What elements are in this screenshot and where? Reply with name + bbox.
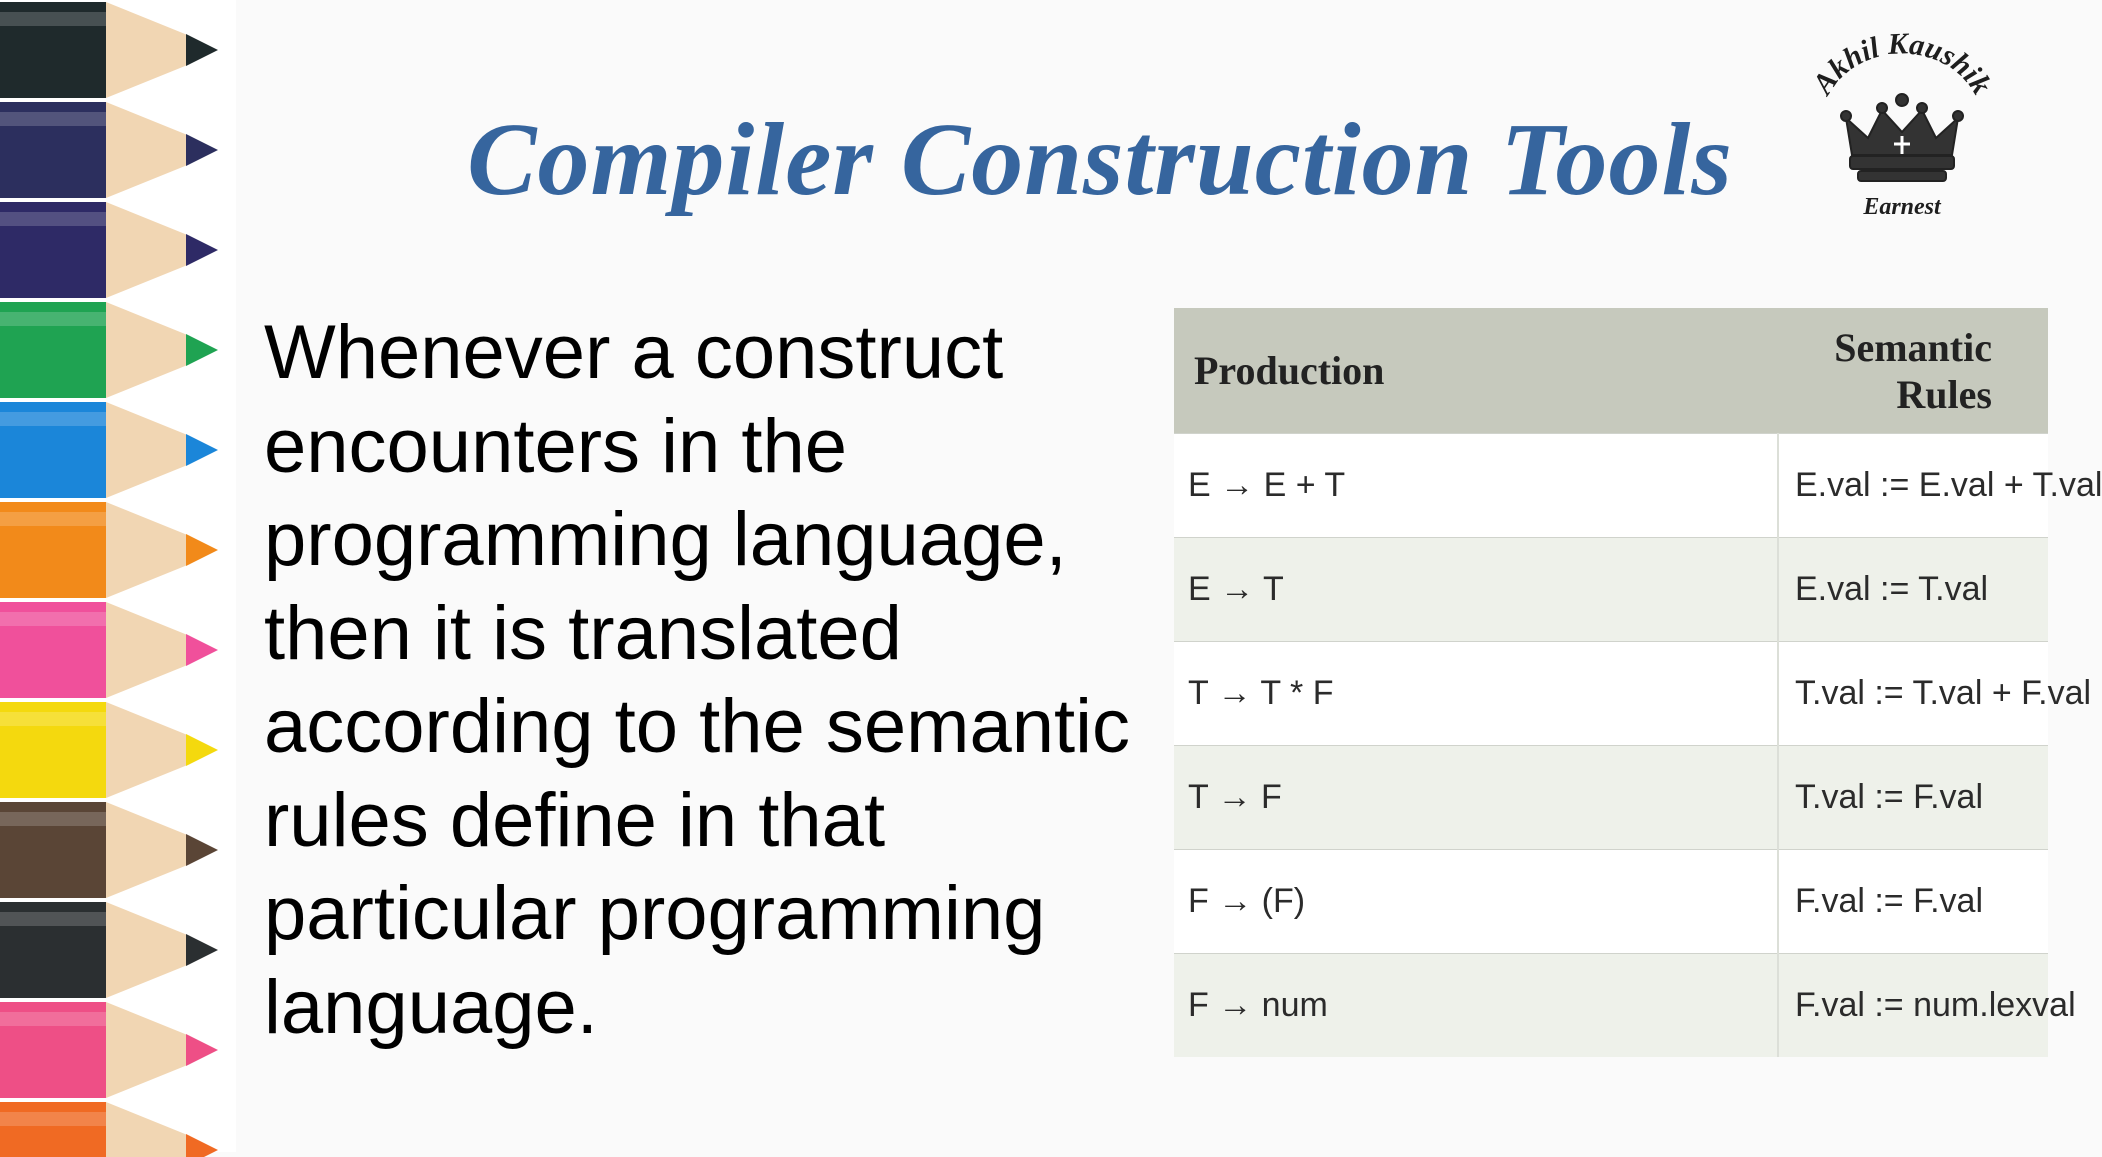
rule-cell: T.val := T.val + F.val: [1778, 642, 2048, 746]
semantic-rules-table: [1174, 308, 2102, 1057]
rule-cell: E.val := E.val + T.val: [1778, 434, 2048, 538]
body-line: particular programming: [264, 871, 1046, 956]
table-row: [1174, 746, 2048, 850]
production-cell: T → F: [1174, 746, 1778, 850]
rule-cell: E.val := T.val: [1778, 538, 2048, 642]
svg-text:Akhil Kaushik: [1805, 30, 1998, 102]
production-cell: T → T * F: [1174, 642, 1778, 746]
body-line: programming language,: [264, 497, 1067, 582]
table-row: [1174, 954, 2048, 1058]
table-row: [1174, 642, 2048, 746]
table-row: [1174, 434, 2048, 538]
body-line: Whenever a construct: [264, 310, 1004, 395]
slide-title: Compiler Construction Tools: [467, 102, 1733, 217]
pencil-decoration: [0, 0, 236, 1152]
production-cell: F → (F): [1174, 850, 1778, 954]
header-production: Production: [1174, 308, 1778, 434]
production-cell: E → E + T: [1174, 434, 1778, 538]
body-line: encounters in the: [264, 403, 848, 489]
pencils-icon: [0, 0, 236, 1152]
table-header-row: [1174, 308, 2048, 434]
production-cell: E → T: [1174, 538, 1778, 642]
table-row: [1174, 850, 2048, 954]
rule-cell: T.val := F.val: [1778, 746, 2048, 850]
logo: [1802, 30, 2002, 230]
body-paragraph: [264, 306, 1154, 1054]
production-cell: F → num: [1174, 954, 1778, 1058]
rule-cell: F.val := F.val: [1778, 850, 2048, 954]
crown-icon: [1841, 94, 1963, 181]
table-row: [1174, 538, 2048, 642]
header-semantic-rules: Semantic Rules: [1778, 308, 2048, 434]
body-line: language.: [264, 964, 598, 1050]
body-line: according to the semantic: [264, 684, 1131, 769]
logo-bottom-text: Earnest: [1863, 194, 1941, 220]
logo-top-text: Akhil Kaushik: [1806, 30, 1999, 100]
rule-cell: F.val := num.lexval: [1778, 954, 2048, 1058]
body-line: rules define in that: [264, 777, 886, 863]
body-line: then it is translated: [264, 590, 902, 676]
